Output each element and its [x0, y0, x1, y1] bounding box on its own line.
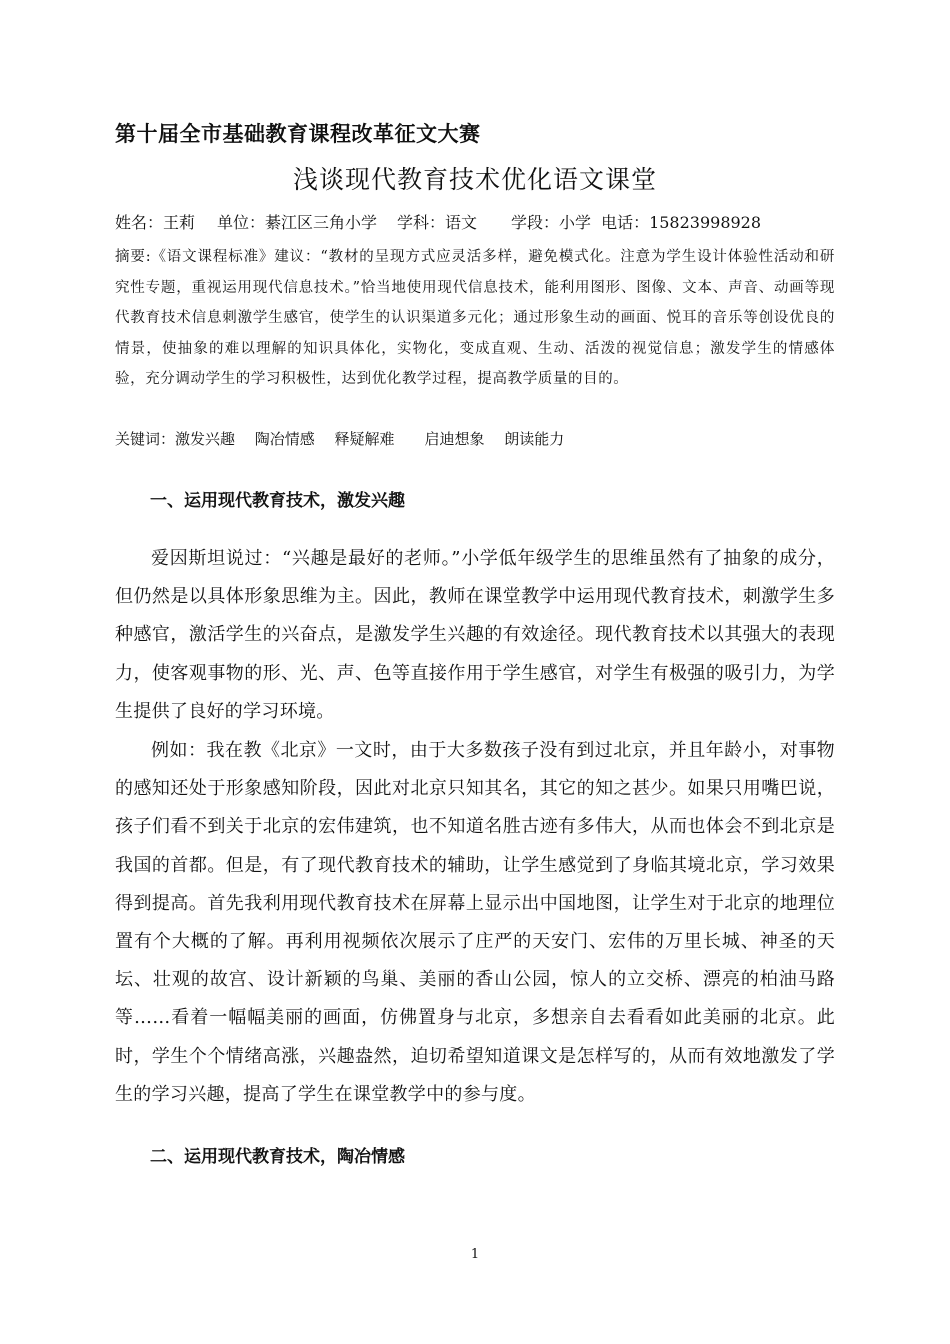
author-name: 姓名：王莉	[115, 213, 196, 232]
contest-name: 第十届全市基础教育课程改革征文大赛	[115, 122, 481, 146]
article-title: 浅谈现代教育技术优化语文课堂	[292, 165, 657, 194]
page-number: 1	[470, 1247, 480, 1262]
author-subject: 学科：语文	[397, 213, 478, 232]
author-unit: 单位：綦江区三角小学	[217, 213, 378, 232]
author-info-line	[115, 210, 855, 233]
section-heading-2: 二、运用现代教育技术，陶冶情感	[150, 1147, 405, 1167]
author-stage: 学段：小学	[511, 213, 592, 232]
body-paragraph-1: 爱因斯坦说过：“兴趣是最好的老师。”小学低年级学生的思维虽然有了抽象的成分，但仍然是以具体形象思维为主。因此，教师在课堂教学中运用现代教育技术，刺激学生多种感官，激活学生的兴奋点，是激发学生兴趣的有效途径。现代教育技术以其强大的表现力，使客观事物的形、光、声、色等直接作用于学生感官，对学生有极强的吸引力，为学生提供了良好的学习环境。	[115, 548, 835, 722]
keywords-line: 关键词：激发兴趣 陶冶情感 释疑解难 启迪想象 朗读能力	[115, 430, 565, 448]
body-paragraph-2: 例如：我在教《北京》一文时，由于大多数孩子没有到过北京，并且年龄小，对事物的感知还处于形象感知阶段，因此对北京只知其名，其它的知之甚少。如果只用嘴巴说，孩子们看不到关于北京的宏伟建筑，也不知道名胜古迹有多伟大，从而也体会不到北京是我国的首都。但是，有了现代教育技术的辅助，让学生感觉到了身临其境北京，学习效果得到提高。首先我利用现代教育技术在屏幕上显示出中国地图，让学生对于北京的地理位置有个大概的了解。再利用视频依次展示了庄严的天安门、宏伟的万里长城、神圣的天坛、壮观的故宫、设计新颖的鸟巢、美丽的香山公园，惊人的立交桥、漂亮的柏油马路等……看着一幅幅美丽的画面，仿佛置身与北京，多想亲自去看看如此美丽的北京。此时，学生个个情绪高涨，兴趣盎然，迫切希望知道课文是怎样写的，从而有效地激发了学生的学习兴趣，提高了学生在课堂教学中的参与度。	[115, 740, 835, 1105]
section-heading-1: 一、运用现代教育技术，激发兴趣	[150, 491, 405, 511]
author-phone: 电话：15823998928	[601, 213, 762, 232]
abstract-paragraph: 摘要:《语文课程标准》建议：“教材的呈现方式应灵活多样，避免模式化。注意为学生设计体验性活动和研究性专题，重视运用现代信息技术。”恰当地使用现代信息技术，能利用图形、图像、文本、声音、动画等现代教育技术信息刺激学生感官，使学生的认识渠道多元化；通过形象生动的画面、悦耳的音乐等创设优良的情景，使抽象的难以理解的知识具体化，实物化，变成直观、生动、活泼的视觉信息；激发学生的情感体验，充分调动学生的学习积极性，达到优化教学过程，提高教学质量的目的。	[115, 249, 835, 387]
